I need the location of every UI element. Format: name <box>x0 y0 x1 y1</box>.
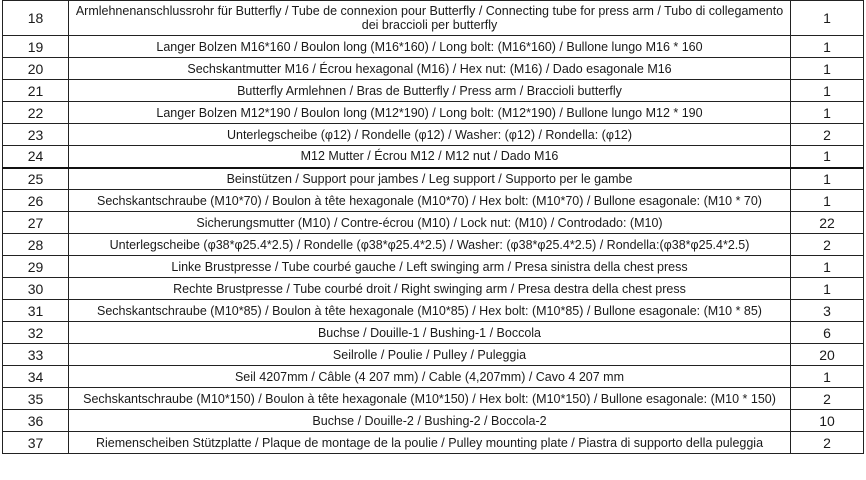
part-quantity: 2 <box>791 388 864 410</box>
part-description: Langer Bolzen M16*160 / Boulon long (M16*160) / Long bolt: (M16*160) / Bullone lungo M16 * 160 <box>69 36 791 58</box>
table-row <box>3 146 864 168</box>
parts-table-body <box>3 1 864 454</box>
part-number: 30 <box>3 278 69 300</box>
part-number: 36 <box>3 410 69 432</box>
table-row <box>3 300 864 322</box>
part-description: Sechskantschraube (M10*85) / Boulon à tête hexagonale (M10*85) / Hex bolt: (M10*85) / Bullone esagonale: (M10 * 85) <box>69 300 791 322</box>
part-number: 20 <box>3 58 69 80</box>
table-row <box>3 366 864 388</box>
part-number: 21 <box>3 80 69 102</box>
part-description: Sechskantschraube (M10*150) / Boulon à tête hexagonale (M10*150) / Hex bolt: (M10*150) / Bullone esagonale: (M10 * 150) <box>69 388 791 410</box>
table-row <box>3 410 864 432</box>
part-description: Rechte Brustpresse / Tube courbé droit / Right swinging arm / Presa destra della chest press <box>69 278 791 300</box>
part-description: Armlehnenanschlussrohr für Butterfly / Tube de connexion pour Butterfly / Connecting tube for press arm / Tubo di collegamento dei braccioli per butterfly <box>69 1 791 36</box>
part-description: Riemenscheiben Stützplatte / Plaque de montage de la poulie / Pulley mounting plate / Piastra di supporto della puleggia <box>69 432 791 454</box>
part-quantity: 2 <box>791 124 864 146</box>
part-quantity: 6 <box>791 322 864 344</box>
table-row <box>3 388 864 410</box>
part-quantity: 20 <box>791 344 864 366</box>
part-description: Seilrolle / Poulie / Pulley / Puleggia <box>69 344 791 366</box>
part-quantity: 1 <box>791 190 864 212</box>
table-row <box>3 168 864 190</box>
table-row <box>3 36 864 58</box>
part-quantity: 1 <box>791 256 864 278</box>
part-quantity: 1 <box>791 366 864 388</box>
part-quantity: 2 <box>791 432 864 454</box>
part-number: 35 <box>3 388 69 410</box>
part-number: 29 <box>3 256 69 278</box>
table-row <box>3 432 864 454</box>
part-number: 24 <box>3 146 69 168</box>
table-row <box>3 278 864 300</box>
part-number: 34 <box>3 366 69 388</box>
part-number: 27 <box>3 212 69 234</box>
table-row <box>3 256 864 278</box>
table-row <box>3 102 864 124</box>
part-quantity: 10 <box>791 410 864 432</box>
part-description: Unterlegscheibe (φ38*φ25.4*2.5) / Rondelle (φ38*φ25.4*2.5) / Washer: (φ38*φ25.4*2.5) / Rondella:(φ38*φ25.4*2.5) <box>69 234 791 256</box>
part-description: Buchse / Douille-2 / Bushing-2 / Boccola-2 <box>69 410 791 432</box>
part-number: 23 <box>3 124 69 146</box>
part-quantity: 1 <box>791 102 864 124</box>
part-description: Seil 4207mm / Câble (4 207 mm) / Cable (4,207mm) / Cavo 4 207 mm <box>69 366 791 388</box>
table-row <box>3 58 864 80</box>
part-quantity: 1 <box>791 146 864 168</box>
part-number: 37 <box>3 432 69 454</box>
part-quantity: 22 <box>791 212 864 234</box>
part-quantity: 1 <box>791 1 864 36</box>
part-quantity: 3 <box>791 300 864 322</box>
part-number: 31 <box>3 300 69 322</box>
table-row <box>3 234 864 256</box>
part-quantity: 2 <box>791 234 864 256</box>
part-number: 28 <box>3 234 69 256</box>
table-row <box>3 212 864 234</box>
part-description: Beinstützen / Support pour jambes / Leg support / Supporto per le gambe <box>69 168 791 190</box>
part-description: Unterlegscheibe (φ12) / Rondelle (φ12) / Washer: (φ12) / Rondella: (φ12) <box>69 124 791 146</box>
part-quantity: 1 <box>791 80 864 102</box>
part-number: 33 <box>3 344 69 366</box>
part-description: M12 Mutter / Écrou M12 / M12 nut / Dado M16 <box>69 146 791 168</box>
part-quantity: 1 <box>791 36 864 58</box>
part-number: 25 <box>3 168 69 190</box>
part-number: 26 <box>3 190 69 212</box>
part-description: Sechskantmutter M16 / Écrou hexagonal (M16) / Hex nut: (M16) / Dado esagonale M16 <box>69 58 791 80</box>
table-row <box>3 322 864 344</box>
part-number: 19 <box>3 36 69 58</box>
table-row <box>3 344 864 366</box>
part-quantity: 1 <box>791 168 864 190</box>
table-row <box>3 190 864 212</box>
table-row <box>3 124 864 146</box>
part-description: Sechskantschraube (M10*70) / Boulon à tête hexagonale (M10*70) / Hex bolt: (M10*70) / Bullone esagonale: (M10 * 70) <box>69 190 791 212</box>
part-quantity: 1 <box>791 58 864 80</box>
part-description: Linke Brustpresse / Tube courbé gauche / Left swinging arm / Presa sinistra della chest press <box>69 256 791 278</box>
part-description: Sicherungsmutter (M10) / Contre-écrou (M10) / Lock nut: (M10) / Controdado: (M10) <box>69 212 791 234</box>
part-number: 22 <box>3 102 69 124</box>
part-description: Buchse / Douille-1 / Bushing-1 / Boccola <box>69 322 791 344</box>
part-description: Langer Bolzen M12*190 / Boulon long (M12*190) / Long bolt: (M12*190) / Bullone lungo M12 * 190 <box>69 102 791 124</box>
table-row <box>3 1 864 36</box>
part-description: Butterfly Armlehnen / Bras de Butterfly / Press arm / Braccioli butterfly <box>69 80 791 102</box>
part-number: 18 <box>3 1 69 36</box>
table-row <box>3 80 864 102</box>
parts-table <box>2 0 864 454</box>
part-number: 32 <box>3 322 69 344</box>
part-quantity: 1 <box>791 278 864 300</box>
